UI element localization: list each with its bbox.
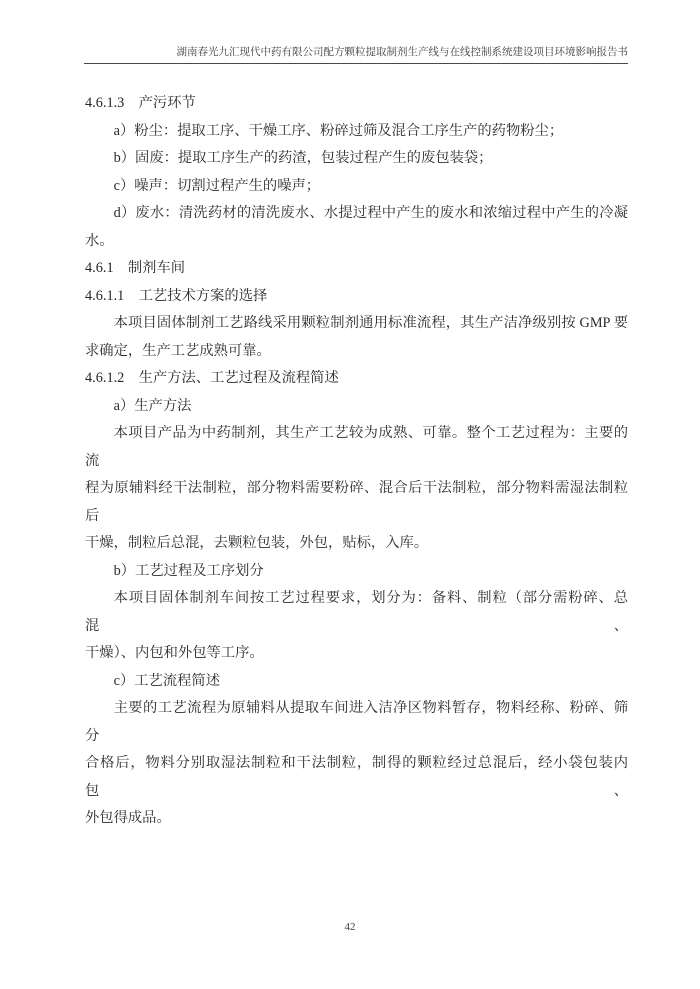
text-line: 主要的工艺流程为原辅料从提取车间进入洁净区物料暂存，物料经称、粉碎、筛分 <box>85 700 628 744</box>
text-line: d）废水：清洗药材的清洗废水、水提过程中产生的废水和浓缩过程中产生的冷凝 <box>113 205 628 221</box>
text-line: 干燥）、内包和外包等工序。 <box>85 645 264 661</box>
text-line: 本项目固体制剂工艺路线采用颗粒制剂通用标准流程，其生产洁净级别按 GMP 要 <box>113 315 628 331</box>
section-heading: 4.6.1.2 生产方法、工艺过程及流程简述 <box>85 370 339 386</box>
report-title: 湖南春光九汇现代中药有限公司配方颗粒提取制剂生产线与在线控制系统建设项目环境影响报告书 <box>176 47 628 58</box>
text-line: 求确定，生产工艺成熟可靠。 <box>85 342 271 359</box>
text-line: 本项目产品为中药制剂，其生产工艺较为成熟、可靠。整个工艺过程为：主要的流 <box>85 425 628 469</box>
page-footer <box>0 917 700 935</box>
section-heading: 4.6.1.3 产污环节 <box>85 95 196 111</box>
text-line: a）生产方法 <box>113 397 192 414</box>
text-line: a）粉尘：提取工序、干燥工序、粉碎过筛及混合工序生产的药物粉尘； <box>113 122 564 139</box>
text-line: 水。 <box>85 232 114 249</box>
section-heading: 4.6.1 制剂车间 <box>85 260 186 276</box>
header-rule <box>84 63 628 64</box>
text-line: b）固废：提取工序生产的药渣，包装过程产生的废包装袋； <box>113 150 493 166</box>
text-line: 程为原辅料经干法制粒，部分物料需要粉碎、混合后干法制粒，部分物料需湿法制粒后 <box>85 480 628 524</box>
text-line: 外包得成品。 <box>85 810 171 826</box>
page-number: 42 <box>344 921 356 933</box>
text-line: c）工艺流程简述 <box>113 672 221 689</box>
section-heading: 4.6.1.1 工艺技术方案的选择 <box>85 287 268 304</box>
text-line: c）噪声：切割过程产生的噪声； <box>113 177 321 194</box>
page-header <box>84 46 628 64</box>
text-line: b）工艺过程及工序划分 <box>113 562 264 579</box>
text-line: 本项目固体制剂车间按工艺过程要求，划分为：备料、制粒（部分需粉碎、总混、 <box>85 590 628 634</box>
document-body <box>85 90 628 833</box>
text-line: 合格后，物料分别取湿法制粒和干法制粒，制得的颗粒经过总混后，经小袋包装内包、 <box>85 755 628 799</box>
text-line: 干燥，制粒后总混，去颗粒包装，外包，贴标，入库。 <box>85 535 429 551</box>
